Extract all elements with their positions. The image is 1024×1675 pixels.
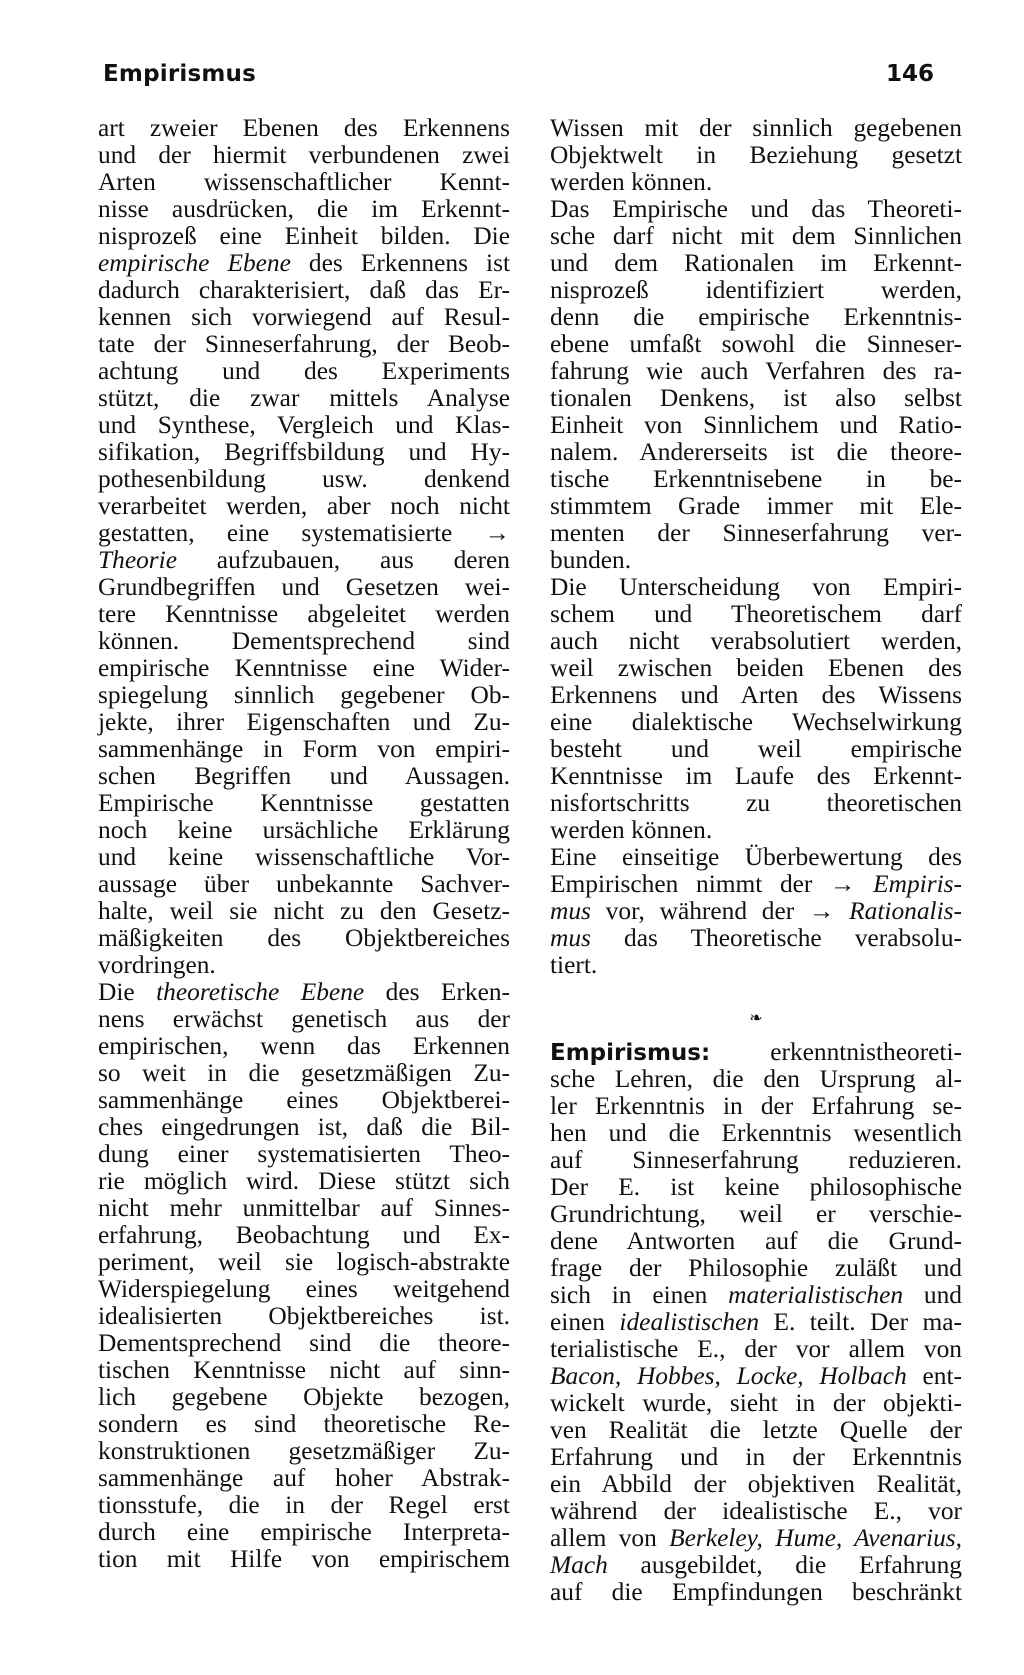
text-line: [98, 655, 510, 682]
text-line: [98, 1546, 510, 1573]
italic-term: idealistischen: [619, 1308, 760, 1336]
text-line: [98, 358, 510, 385]
text-line: [98, 1087, 510, 1114]
text-line: [98, 979, 510, 1006]
text-segment: Dementsprechend sind die theore-: [98, 1329, 510, 1357]
text-segment: ein Abbild der objektiven Realität,: [550, 1470, 962, 1498]
text-line: [98, 1141, 510, 1168]
text-segment: auch nicht verabsolutiert werden,: [550, 627, 962, 655]
text-line: [550, 115, 962, 142]
text-line: [98, 709, 510, 736]
text-segment: gestatten, eine systematisierte →: [98, 519, 510, 547]
text-segment: stützt, die zwar mittels Analyse: [98, 384, 510, 412]
text-line: [98, 682, 510, 709]
text-segment: rie möglich wird. Diese stützt sich: [98, 1167, 510, 1195]
text-segment: eine dialektische Wechselwirkung: [550, 708, 962, 736]
text-segment: vordringen.: [98, 951, 216, 979]
text-segment: aufzubauen, aus deren: [177, 546, 510, 574]
text-line: [550, 1498, 962, 1525]
text-line: [550, 898, 962, 925]
text-segment: des Erken-: [364, 978, 511, 1006]
text-line: [550, 1525, 962, 1552]
text-segment: lich gegebene Objekte bezogen,: [98, 1383, 510, 1411]
text-segment: ler Erkenntnis in der Erfahrung se-: [550, 1092, 962, 1120]
text-segment: tionalen Denkens, ist also selbst: [550, 384, 962, 412]
text-line: [550, 277, 962, 304]
italic-term: empirische Ebene: [98, 249, 291, 277]
text-segment: Kenntnisse im Laufe des Erkennt-: [550, 762, 962, 790]
text-line: [550, 1228, 962, 1255]
text-line: [98, 1330, 510, 1357]
text-segment: dene Antworten auf die Grund-: [550, 1227, 962, 1255]
text-line: [550, 331, 962, 358]
text-line: [98, 1303, 510, 1330]
text-segment: ent-: [906, 1362, 962, 1390]
text-line: [550, 1471, 962, 1498]
text-segment: sich in einen: [550, 1281, 729, 1309]
text-segment: des Erkennens ist: [290, 249, 510, 277]
page-number: 146: [885, 61, 934, 87]
text-line: [550, 520, 962, 547]
text-segment: und der hiermit verbundenen zwei: [98, 141, 510, 169]
text-segment: allem von: [550, 1524, 670, 1552]
italic-term: mus: [550, 924, 591, 952]
text-line: [550, 547, 962, 574]
text-line: [550, 1039, 962, 1066]
text-line: [550, 1120, 962, 1147]
text-segment: nisprozeß eine Einheit bilden. Die: [98, 222, 510, 250]
text-segment: tere Kenntnisse abgeleitet werden: [98, 600, 510, 628]
text-segment: konstruktionen gesetzmäßiger Zu-: [98, 1437, 510, 1465]
text-segment: ches eingedrungen ist, daß die Bil-: [98, 1113, 510, 1141]
text-line: [550, 1363, 962, 1390]
text-line: [550, 1552, 962, 1579]
article-continuation: [550, 115, 962, 979]
text-segment: Arten wissenschaftlicher Kennt-: [98, 168, 510, 196]
text-segment: nisfortschritts zu theoretischen: [550, 789, 962, 817]
text-line: [550, 385, 962, 412]
text-segment: terialistische E., der vor allem von: [550, 1335, 962, 1363]
text-segment: und keine wissenschaftliche Vor-: [98, 843, 510, 871]
text-segment: Grundbegriffen und Gesetzen wei-: [98, 573, 510, 601]
ornament-icon: ❧: [749, 1010, 763, 1027]
text-line: [550, 304, 962, 331]
text-segment: E. teilt. Der ma-: [759, 1308, 962, 1336]
text-segment: ven Realität die letzte Quelle der: [550, 1416, 962, 1444]
text-line: [550, 574, 962, 601]
text-line: [98, 925, 510, 952]
text-segment: tische Erkenntnisebene in be-: [550, 465, 962, 493]
text-segment: nalem. Andererseits ist die theore-: [550, 438, 962, 466]
text-line: [98, 196, 510, 223]
text-line: [550, 1579, 962, 1606]
text-segment: schen Begriffen und Aussagen.: [98, 762, 510, 790]
text-segment: noch keine ursächliche Erklärung: [98, 816, 510, 844]
text-line: [550, 628, 962, 655]
text-line: [98, 1195, 510, 1222]
text-segment: schem und Theoretischem darf: [550, 600, 962, 628]
text-line: [550, 142, 962, 169]
text-line: [98, 142, 510, 169]
text-line: [98, 601, 510, 628]
italic-term: Rationalis-: [849, 897, 962, 925]
text-segment: Wissen mit der sinnlich gegebenen: [550, 114, 962, 142]
text-segment: tion mit Hilfe von empirischem: [98, 1545, 510, 1573]
text-segment: dadurch charakterisiert, daß das Er-: [98, 276, 510, 304]
text-line: [98, 1438, 510, 1465]
text-segment: dung einer systematisierten Theo-: [98, 1140, 510, 1168]
text-line: [98, 817, 510, 844]
text-line: [98, 115, 510, 142]
text-line: [98, 1222, 510, 1249]
text-line: [98, 1411, 510, 1438]
text-segment: idealisierten Objektbereiches ist.: [98, 1302, 510, 1330]
text-segment: halte, weil sie nicht zu den Gesetz-: [98, 897, 510, 925]
italic-term: Theorie: [98, 546, 177, 574]
text-line: [98, 277, 510, 304]
text-line: [550, 1201, 962, 1228]
text-line: [550, 466, 962, 493]
text-segment: empirischen, wenn das Erkennen: [98, 1032, 510, 1060]
text-segment: denn die empirische Erkenntnis-: [550, 303, 962, 331]
text-line: [550, 655, 962, 682]
text-line: [550, 952, 962, 979]
text-segment: frage der Philosophie zuläßt und: [550, 1254, 962, 1282]
text-segment: hen und die Erkenntnis wesentlich: [550, 1119, 962, 1147]
text-segment: nicht mehr unmittelbar auf Sinnes-: [98, 1194, 510, 1222]
text-segment: tischen Kenntnisse nicht auf sinn-: [98, 1356, 510, 1384]
text-segment: Objektwelt in Beziehung gesetzt: [550, 141, 962, 169]
text-line: [98, 250, 510, 277]
text-segment: Empirische Kenntnisse gestatten: [98, 789, 510, 817]
text-segment: Die: [98, 978, 157, 1006]
text-line: [550, 493, 962, 520]
text-segment: bunden.: [550, 546, 632, 574]
text-segment: nens erwächst genetisch aus der: [98, 1005, 510, 1033]
text-segment: achtung und des Experiments: [98, 357, 510, 385]
text-line: [98, 1060, 510, 1087]
text-line: [98, 952, 510, 979]
text-line: [98, 628, 510, 655]
italic-term: mus: [550, 897, 591, 925]
text-line: [550, 844, 962, 871]
text-segment: einen: [550, 1308, 620, 1336]
text-segment: erfahrung, Beobachtung und Ex-: [98, 1221, 510, 1249]
text-segment: Die Unterscheidung von Empiri-: [550, 573, 962, 601]
text-line: [98, 871, 510, 898]
text-segment: tate der Sinneserfahrung, der Beob-: [98, 330, 510, 358]
text-line: [550, 1093, 962, 1120]
text-segment: aussage über unbekannte Sachver-: [98, 870, 510, 898]
text-segment: sifikation, Begriffsbildung und Hy-: [98, 438, 510, 466]
text-segment: nisprozeß identifiziert werden,: [550, 276, 962, 304]
text-segment: werden können.: [550, 816, 713, 844]
text-segment: Das Empirische und das Theoreti-: [550, 195, 962, 223]
text-segment: verarbeitet werden, aber noch nicht: [98, 492, 510, 520]
text-line: [98, 736, 510, 763]
text-line: [550, 871, 962, 898]
text-segment: Erkennens und Arten des Wissens: [550, 681, 962, 709]
text-line: [98, 385, 510, 412]
text-line: [98, 547, 510, 574]
text-segment: und Synthese, Vergleich und Klas-: [98, 411, 510, 439]
text-segment: periment, weil sie logisch-abstrakte: [98, 1248, 510, 1276]
section-gap: [550, 979, 962, 999]
text-line: [98, 1357, 510, 1384]
text-segment: empirische Kenntnisse eine Wider-: [98, 654, 510, 682]
text-line: [98, 493, 510, 520]
text-line: [98, 304, 510, 331]
text-segment: jekte, ihrer Eigenschaften und Zu-: [98, 708, 510, 736]
text-line: [98, 439, 510, 466]
text-segment: und: [903, 1281, 962, 1309]
text-line: [98, 1033, 510, 1060]
text-segment: das Theoretische verabsolu-: [590, 924, 962, 952]
text-segment: auf Sinneserfahrung reduzieren.: [550, 1146, 962, 1174]
text-line: [98, 898, 510, 925]
text-segment: sammenhänge in Form von empiri-: [98, 735, 510, 763]
text-line: [98, 169, 510, 196]
text-segment: nisse ausdrücken, die im Erkennt-: [98, 195, 510, 223]
right-column: [550, 115, 962, 1606]
italic-term: Mach: [550, 1551, 608, 1579]
text-segment: sammenhänge auf hoher Abstrak-: [98, 1464, 510, 1492]
text-segment: weil zwischen beiden Ebenen des: [550, 654, 962, 682]
text-segment: Empirischen nimmt der →: [550, 870, 874, 898]
running-header-entry: Empirismus: [103, 61, 256, 87]
text-line: [550, 817, 962, 844]
text-line: [98, 763, 510, 790]
text-line: [550, 196, 962, 223]
text-segment: spiegelung sinnlich gegebener Ob-: [98, 681, 510, 709]
text-line: [550, 250, 962, 277]
text-line: [550, 1309, 962, 1336]
text-line: [98, 1465, 510, 1492]
text-line: [550, 439, 962, 466]
text-line: [98, 1492, 510, 1519]
text-line: [98, 520, 510, 547]
text-line: [550, 709, 962, 736]
text-segment: art zweier Ebenen des Erkennens: [98, 114, 510, 142]
text-segment: während der idealistische E., vor: [550, 1497, 962, 1525]
text-line: [98, 1168, 510, 1195]
text-segment: mäßigkeiten des Objektbereiches: [98, 924, 510, 952]
text-segment: werden können.: [550, 168, 713, 196]
text-segment: und dem Rationalen im Erkennt-: [550, 249, 962, 277]
italic-term: Empiris-: [873, 870, 962, 898]
text-segment: Einheit von Sinnlichem und Ratio-: [550, 411, 962, 439]
text-segment: Widerspiegelung eines weitgehend: [98, 1275, 510, 1303]
text-line: [550, 682, 962, 709]
text-line: [550, 412, 962, 439]
text-segment: Erfahrung und in der Erkenntnis: [550, 1443, 962, 1471]
text-segment: auf die Empfindungen beschränkt: [550, 1578, 962, 1606]
text-line: [98, 844, 510, 871]
text-line: [550, 1282, 962, 1309]
text-line: [550, 169, 962, 196]
text-segment: so weit in die gesetzmäßigen Zu-: [98, 1059, 510, 1087]
text-line: [550, 358, 962, 385]
italic-term: materialistischen: [728, 1281, 904, 1309]
text-segment: Grundrichtung, weil er verschie-: [550, 1200, 962, 1228]
left-column: [98, 115, 510, 1573]
text-line: [550, 925, 962, 952]
text-line: [98, 412, 510, 439]
text-segment: stimmtem Grade immer mit Ele-: [550, 492, 962, 520]
article-empirismus: [550, 1039, 962, 1606]
text-line: [98, 1384, 510, 1411]
text-line: [550, 1066, 962, 1093]
text-line: [550, 1444, 962, 1471]
text-segment: durch eine empirische Interpreta-: [98, 1518, 510, 1546]
text-segment: Eine einseitige Überbewertung des: [550, 843, 962, 871]
text-line: [550, 601, 962, 628]
text-line: [98, 466, 510, 493]
text-line: [98, 1519, 510, 1546]
text-segment: tionsstufe, die in der Regel erst: [98, 1491, 510, 1519]
text-line: [550, 223, 962, 250]
text-line: [550, 1417, 962, 1444]
text-line: [550, 736, 962, 763]
entry-headword: Empirismus:: [550, 1040, 711, 1066]
text-segment: fahrung wie auch Verfahren des ra-: [550, 357, 962, 385]
text-segment: sche Lehren, die den Ursprung al-: [550, 1065, 962, 1093]
text-line: [98, 1276, 510, 1303]
text-segment: erkenntnistheoreti-: [710, 1038, 962, 1066]
italic-term: Berkeley, Hume, Avenarius,: [669, 1524, 962, 1552]
text-segment: pothesenbildung usw. denkend: [98, 465, 510, 493]
text-line: [98, 1114, 510, 1141]
text-line: [98, 574, 510, 601]
text-line: [550, 763, 962, 790]
text-line: [550, 1336, 962, 1363]
text-segment: kennen sich vorwiegend auf Resul-: [98, 303, 510, 331]
text-segment: wickelt wurde, sieht in der objekti-: [550, 1389, 962, 1417]
text-line: [98, 1249, 510, 1276]
text-line: [98, 1006, 510, 1033]
text-line: [550, 1390, 962, 1417]
text-line: [98, 790, 510, 817]
text-segment: tiert.: [550, 951, 598, 979]
text-line: [550, 1255, 962, 1282]
text-line: [550, 1174, 962, 1201]
text-line: [550, 1147, 962, 1174]
text-segment: besteht und weil empirische: [550, 735, 962, 763]
text-segment: sche darf nicht mit dem Sinnlichen: [550, 222, 962, 250]
text-line: [98, 331, 510, 358]
text-segment: sammenhänge eines Objektberei-: [98, 1086, 510, 1114]
text-segment: vor, während der →: [590, 897, 850, 925]
text-segment: ebene umfaßt sowohl die Sinneser-: [550, 330, 962, 358]
text-segment: sondern es sind theoretische Re-: [98, 1410, 510, 1438]
text-line: [98, 223, 510, 250]
text-line: [550, 790, 962, 817]
italic-term: Bacon, Hobbes, Locke, Holbach: [550, 1362, 907, 1390]
text-segment: Der E. ist keine philosophische: [550, 1173, 962, 1201]
text-segment: menten der Sinneserfahrung ver-: [550, 519, 962, 547]
italic-term: theoretische Ebene: [156, 978, 365, 1006]
text-segment: können. Dementsprechend sind: [98, 627, 510, 655]
text-segment: ausgebildet, die Erfahrung: [607, 1551, 962, 1579]
